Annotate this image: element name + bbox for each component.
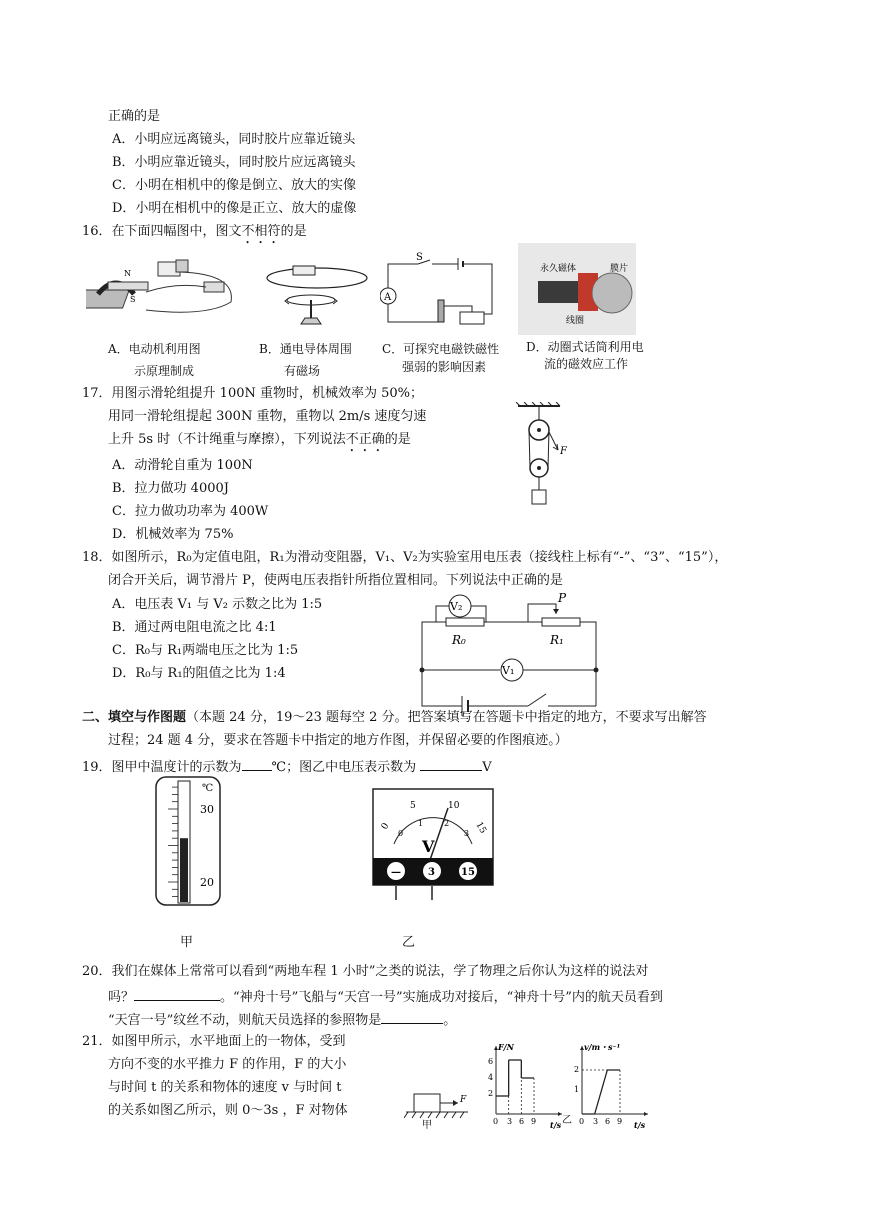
q15-option-c: C．小明在相机中的像是倒立、放大的实像 <box>112 178 356 193</box>
q16-figure-d <box>518 243 636 335</box>
section2-line-1: 二、填空与作图题（本题 24 分，19～23 题每空 2 分。把答案填写在答题卡中指定的地方，不要求写出解答 <box>82 710 707 725</box>
q19-label-yi: 乙 <box>402 935 416 950</box>
q16-caption-b-2: 有磁场 <box>284 364 321 378</box>
voltmeter-top-10: 10 <box>448 801 460 811</box>
q17-line-3: 上升 5s 时（不计绳重与摩擦），下列说法不正确的是 <box>108 432 411 447</box>
q17-option-a: A．动滑轮自重为 100N <box>112 458 253 473</box>
q19-blank-temperature[interactable] <box>242 756 272 771</box>
voltmeter-top-15: 15 <box>473 820 488 836</box>
q15-option-b: B．小明应靠近镜头，同时胶片应远离镜头 <box>112 155 356 170</box>
q18-r0-label: R₀ <box>452 633 466 647</box>
q20-blank-2[interactable] <box>381 1009 443 1024</box>
q16-caption-d-2: 流的磁效应工作 <box>544 357 629 371</box>
q17-line-1: 17．用图示滑轮组提升 100N 重物时，机械效率为 50%； <box>82 386 424 401</box>
q21-graph-v-xtick-0: 0 <box>579 1117 585 1126</box>
q21-line-1: 21．如图甲所示，水平地面上的一物体，受到 <box>82 1034 346 1049</box>
q16-figure-b <box>265 258 371 330</box>
q16-fig-d-magnet-label: 永久磁体 <box>540 264 577 274</box>
q16-caption-b-1: B．通电导体周围 <box>259 342 352 356</box>
q21-graph-v-xlabel: t/s <box>634 1120 646 1130</box>
q17-pulley-figure <box>510 402 570 510</box>
q20-blank-1[interactable] <box>134 986 220 1001</box>
q21-graph-f-ytick-4: 4 <box>488 1073 494 1082</box>
thermometer-tick-20: 20 <box>200 876 214 889</box>
q21-line-2: 方向不变的水平推力 F 的作用，F 的大小 <box>108 1057 347 1072</box>
q21-graph-v-ytick-1: 1 <box>574 1085 580 1094</box>
q16-caption-c-1: C．可探究电磁铁磁性 <box>382 342 500 356</box>
q21-block-figure <box>404 1084 474 1130</box>
q21-label-jia: 甲 <box>422 1120 432 1130</box>
q19-blank-voltage[interactable] <box>420 756 482 771</box>
q18-p-label: P <box>558 592 567 605</box>
q20-line-3: “天宫一号”纹丝不动，则航天员选择的参照物是 。 <box>108 1009 456 1030</box>
voltmeter-top-5: 5 <box>410 801 416 811</box>
q18-option-a: A．电压表 V₁ 与 V₂ 示数之比为 1:5 <box>112 597 323 612</box>
q18-line-1: 18．如图所示，R₀为定值电阻，R₁为滑动变阻器，V₁、V₂为实验室用电压表（接线柱上标有“-”、“3”、“15”）， <box>82 550 728 565</box>
q16-caption-c-2: 强弱的影响因素 <box>402 360 487 374</box>
q17-emphasis: 不正确 <box>345 432 385 447</box>
q18-circuit-figure <box>418 592 604 716</box>
voltmeter-bottom-0: 0 <box>398 829 404 838</box>
q15-option-a: A．小明应远离镜头，同时胶片应靠近镜头 <box>112 132 356 147</box>
q21-graph-f-ytick-2: 2 <box>488 1089 494 1098</box>
q16-emphasis: 不相符 <box>241 224 281 239</box>
q21-graph-f-series <box>496 1060 534 1114</box>
q16-fig-c-s: S <box>416 252 423 263</box>
q16-fig-a-s: S <box>130 295 136 304</box>
voltmeter-bottom-2: 2 <box>444 819 450 828</box>
q21-graph-f-xtick-0: 0 <box>493 1117 499 1126</box>
q21-graph-f-ytick-6: 6 <box>488 1057 494 1066</box>
q16-figure-c <box>380 250 500 330</box>
q17-option-c: C．拉力做功功率为 400W <box>112 504 269 519</box>
voltmeter-terminal-3: 3 <box>428 867 435 878</box>
q21-force-label: F <box>460 1095 467 1105</box>
q21-graph-v-xtick-9: 9 <box>617 1117 623 1126</box>
q17-force-label: F <box>560 446 567 457</box>
q16-caption-d-1: D．动圈式话筒利用电 <box>526 340 644 354</box>
q20-line-1: 20．我们在媒体上常常可以看到“两地车程 1 小时”之类的说法，学了物理之后你认为这样的说法对 <box>82 964 649 979</box>
q18-v1-label: V₁ <box>502 664 515 677</box>
q21-graph-v-ylabel: v/m・s⁻¹ <box>584 1042 621 1052</box>
thermometer-tick-30: 30 <box>200 803 214 816</box>
voltmeter-terminal-15: 15 <box>461 867 475 878</box>
thermometer-mercury-column <box>180 838 188 902</box>
voltmeter-bottom-1: 1 <box>418 819 424 828</box>
q20-line-2: 吗？ 。“神舟十号”飞船与“天宫一号”实施成功对接后，“神舟十号”内的航天员看到 <box>108 986 663 1007</box>
q21-graph-f-xtick-3: 3 <box>507 1117 513 1126</box>
q18-line-2: 闭合开关后，调节滑片 P，使两电压表指针所指位置相同。下列说法中正确的是 <box>108 573 563 588</box>
q19-voltmeter <box>372 788 494 900</box>
q21-graph-v-xtick-6: 6 <box>605 1117 611 1126</box>
q21-velocity-time-graph <box>570 1040 654 1130</box>
voltmeter-symbol: V <box>422 837 435 856</box>
q21-graph-f-xlabel: t/s <box>550 1120 562 1130</box>
q16-fig-d-diaphragm-label: 膜片 <box>610 264 629 274</box>
q21-graph-f-xtick-9: 9 <box>531 1117 537 1126</box>
section2-heading: 二、填空与作图题 <box>82 710 187 725</box>
q16-caption-a-2: 示原理制成 <box>134 364 195 378</box>
q18-r1-label: R₁ <box>550 633 564 647</box>
q19-thermometer <box>154 775 224 910</box>
voltmeter-top-0: 0 <box>379 821 392 832</box>
q16-caption-a-1: A．电动机利用图 <box>108 342 201 356</box>
q21-graph-v-xtick-3: 3 <box>593 1117 599 1126</box>
q17-option-d: D．机械效率为 75% <box>112 527 234 542</box>
q21-line-4: 的关系如图乙所示，则 0～3s ，F 对物体 <box>108 1103 348 1118</box>
q18-option-c: C．R₀与 R₁两端电压之比为 1:5 <box>112 643 299 658</box>
q15-option-d: D．小明在相机中的像是正立、放大的虚像 <box>112 201 357 216</box>
thermometer-unit: ℃ <box>202 783 214 794</box>
q16-figure-a <box>86 252 246 322</box>
q17-option-b: B．拉力做功 4000J <box>112 481 229 496</box>
q18-option-b: B．通过两电阻电流之比 4:1 <box>112 620 277 635</box>
q16-fig-c-ammeter: A <box>384 292 392 303</box>
q21-force-time-graph <box>478 1040 570 1130</box>
q16-stem: 16．在下面四幅图中，图文不相符的是 <box>82 224 307 239</box>
section2-line-2: 过程；24 题 4 分，要求在答题卡中指定的地方作图，并保留必要的作图痕迹。） <box>108 733 568 748</box>
q21-line-3: 与时间 t 的关系和物体的速度 v 与时间 t <box>108 1080 342 1095</box>
voltmeter-terminal-minus: — <box>391 867 401 878</box>
q17-line-2: 用同一滑轮组提起 300N 重物，重物以 2m/s 速度匀速 <box>108 409 427 424</box>
q18-option-d: D．R₀与 R₁的阻值之比为 1:4 <box>112 666 286 681</box>
q21-graph-f-xtick-6: 6 <box>519 1117 525 1126</box>
q21-graph-v-series <box>582 1070 620 1114</box>
q21-graph-v-ytick-2: 2 <box>574 1065 580 1074</box>
q16-fig-d-coil-label: 线圈 <box>566 316 585 326</box>
q21-graph-f-ylabel: F/N <box>498 1042 514 1052</box>
voltmeter-bottom-3: 3 <box>464 829 470 838</box>
q19-label-jia: 甲 <box>180 935 194 950</box>
q18-v2-label: V₂ <box>450 600 463 613</box>
q16-fig-a-n: N <box>124 269 131 278</box>
q19-stem: 19．图甲中温度计的示数为 ℃；图乙中电压表示数为 V <box>82 756 492 777</box>
q21-label-yi: 乙 <box>562 1115 572 1126</box>
q15-stem-tail: 正确的是 <box>108 109 161 124</box>
velocity-line <box>582 1070 620 1114</box>
